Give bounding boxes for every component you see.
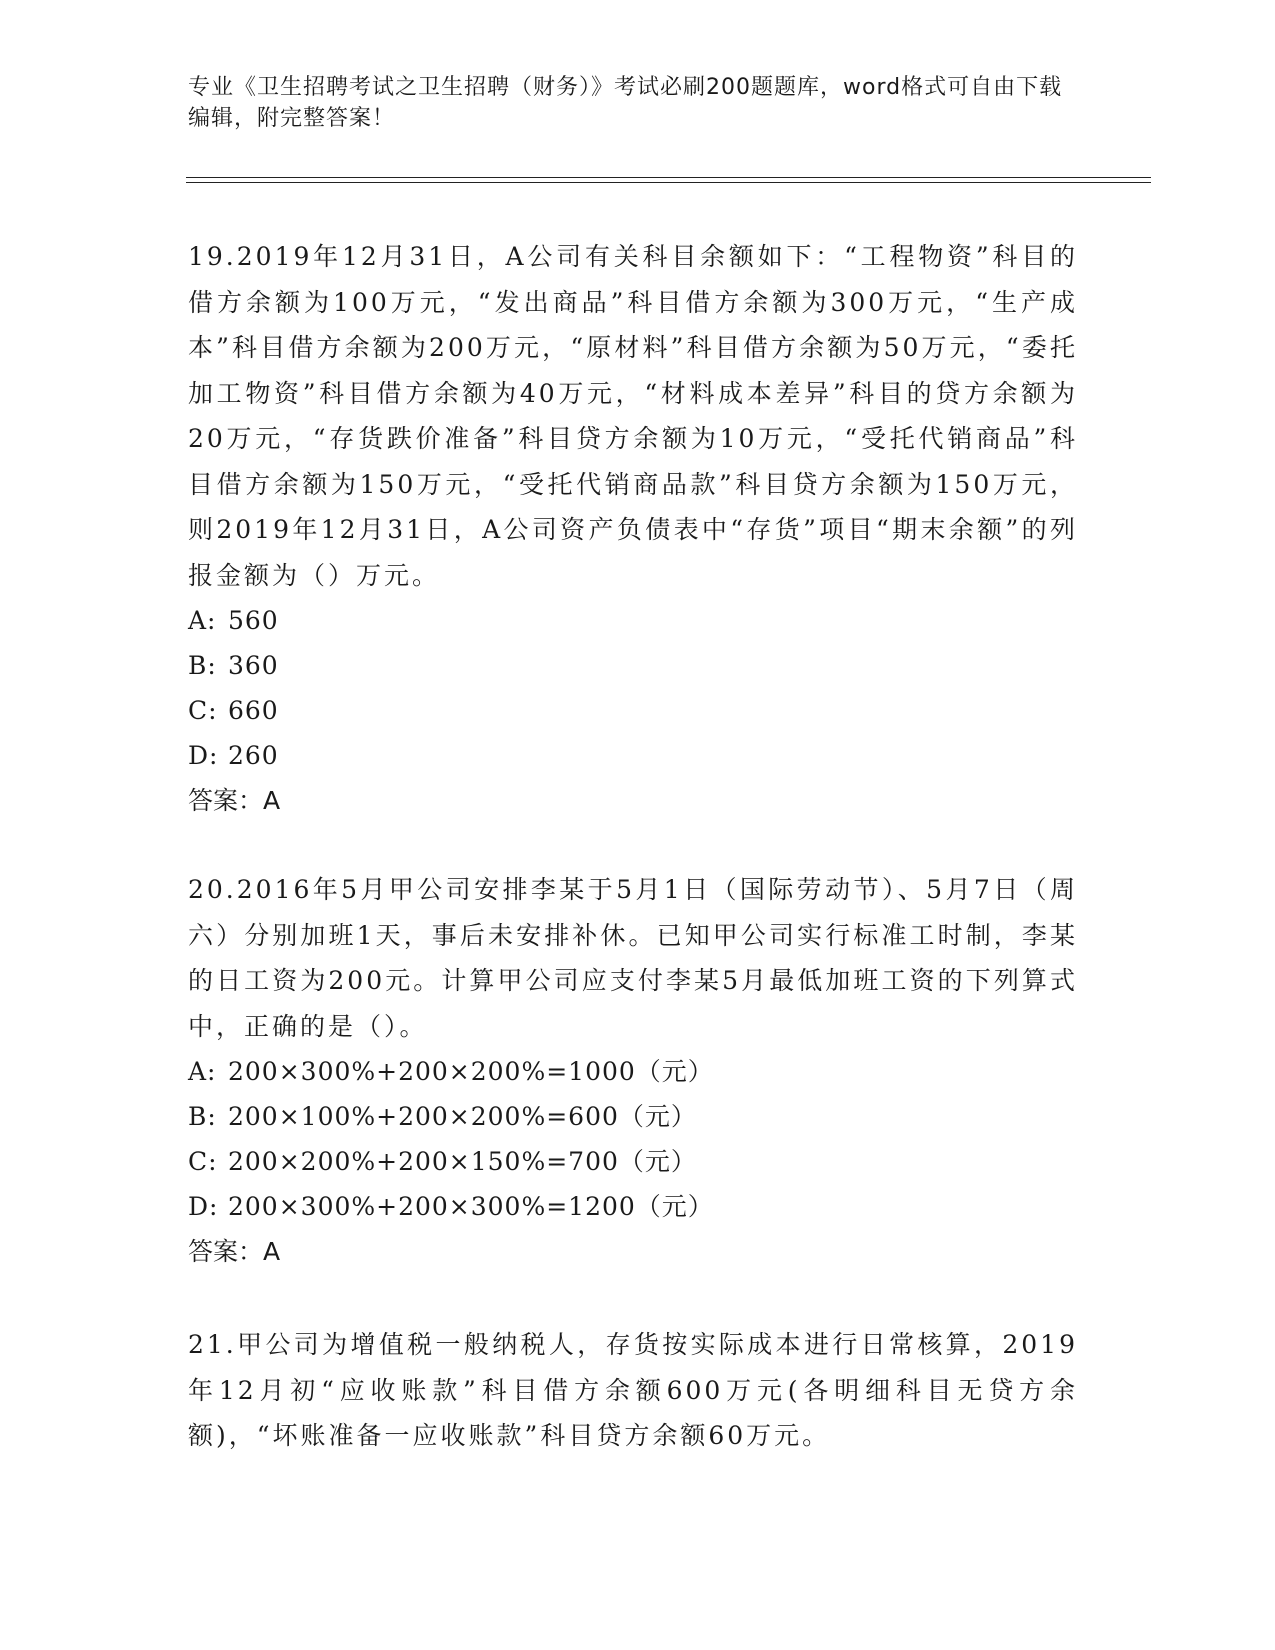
- answer-line: 答案：A: [188, 1237, 281, 1266]
- question-text: 20.2016年5月甲公司安排李某于5月1日（国际劳动节）、5月7日（周六）分别加班1天，事后未安排补休。已知甲公司实行标准工时制，李某的日工资为200元。计算甲公司应支付李某5月最低加班工资的下列算式中，正确的是（）。: [188, 875, 1078, 1041]
- option-letter: B:: [188, 1102, 217, 1131]
- option-letter: C:: [188, 1147, 218, 1176]
- option-b: [188, 643, 1078, 688]
- header-rule-top: [186, 177, 1151, 178]
- option-b: [188, 1094, 1078, 1139]
- option-c: [188, 1139, 1078, 1184]
- option-letter: A:: [188, 1057, 217, 1086]
- option-text: 660: [228, 696, 279, 725]
- question-20: [188, 867, 1078, 1274]
- option-a: [188, 1049, 1078, 1094]
- option-letter: D:: [188, 741, 219, 770]
- option-d: [188, 733, 1078, 778]
- header-rule-bottom: [186, 182, 1151, 183]
- option-letter: D:: [188, 1192, 219, 1221]
- option-letter: A:: [188, 606, 217, 635]
- option-d: [188, 1184, 1078, 1229]
- option-text: 200×300%+200×300%=1200（元）: [228, 1192, 714, 1221]
- option-text: 260: [228, 741, 279, 770]
- question-19: [188, 234, 1078, 823]
- option-letter: B:: [188, 651, 217, 680]
- option-list: [188, 1049, 1078, 1229]
- option-text: 560: [228, 606, 279, 635]
- question-text: 21.甲公司为增值税一般纳税人，存货按实际成本进行日常核算，2019年12月初“应收账款”科目借方余额600万元(各明细科目无贷方余额)，“坏账准备一应收账款”科目贷方余额60万元。: [188, 1330, 1078, 1450]
- question-21: [188, 1322, 1078, 1459]
- page-header: 专业《卫生招聘考试之卫生招聘（财务）》考试必刷200题题库，word格式可自由下载编辑，附完整答案！: [188, 75, 1063, 131]
- option-text: 360: [228, 651, 279, 680]
- question-text: 19.2019年12月31日，A公司有关科目余额如下：“工程物资”科目的借方余额为100万元，“发出商品”科目借方余额为300万元，“生产成本”科目借方余额为200万元，“原材料”科目借方余额为50万元，“委托加工物资”科目借方余额为40万元，“材料成本差异”科目的贷方余额为20万元，“存货跌价准备”科目贷方余额为10万元，“受托代销商品”科目借方余额为150万元，“受托代销商品款”科目贷方余额为150万元，则2019年12月31日，A公司资产负债表中“存货”项目“期末余额”的列报金额为（）万元。: [188, 242, 1078, 590]
- option-text: 200×200%+200×150%=700（元）: [228, 1147, 697, 1176]
- option-c: [188, 688, 1078, 733]
- answer-line: 答案：A: [188, 786, 281, 815]
- option-list: [188, 598, 1078, 778]
- option-letter: C:: [188, 696, 218, 725]
- option-text: 200×300%+200×200%=1000（元）: [228, 1057, 714, 1086]
- option-text: 200×100%+200×200%=600（元）: [228, 1102, 697, 1131]
- option-a: [188, 598, 1078, 643]
